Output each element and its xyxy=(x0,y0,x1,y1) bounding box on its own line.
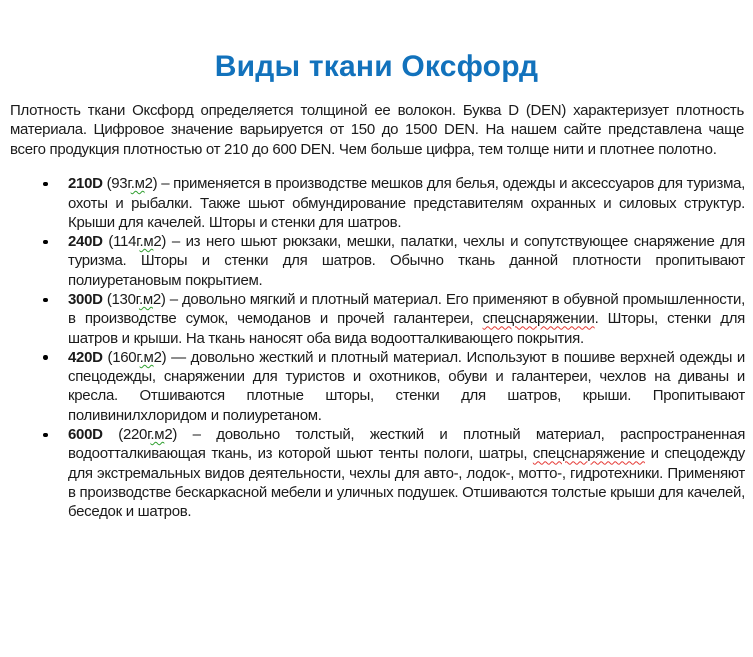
grammar-check-underlined-text: .м xyxy=(150,426,165,444)
fabric-description-segment: 2) — довольно жесткий и плотный материал. Используют в пошиве верхней одежды и спецодежды, снаряжении для туристов и охотников, обуви и галантереи, чехлов на диваны и кресла. Отшиваются плотные шторы, стенки для шатров, крыши. Пропитывают поливинилхлоридом и полиуретаном. xyxy=(68,348,745,424)
document-page xyxy=(0,48,753,657)
spellcheck-underlined-text: спецснаряжение xyxy=(532,445,645,463)
fabric-description-segment: 2) – довольно толстый, жесткий и плотный материал, распространенная водоотталкивающая ткань, из которой шьют тенты пологи, шатры, xyxy=(68,426,746,463)
fabric-item-600d xyxy=(68,425,745,521)
fabric-description-segment: . Шторы, стенки для шатров и крыши. На ткань наносят оба вида водоотталкивающего покрытия. xyxy=(68,310,745,347)
fabric-types-list xyxy=(0,174,745,521)
fabric-code: 600D xyxy=(68,426,103,444)
fabric-description-segment: (130г xyxy=(102,291,139,308)
spellcheck-underlined-text: спецснаряжении xyxy=(482,310,595,328)
intro-paragraph: Плотность ткани Оксфорд определяется толщиной ее волокон. Буква D (DEN) характеризует плотность материала. Цифровое значение варьируется от 150 до 1500 DEN. На нашем сайте представлена чаще всего продукция плотностью от 210 до 600 DEN. Чем больше цифра, тем толще нити и плотнее полотно. xyxy=(10,102,744,158)
grammar-check-underlined-text: .м xyxy=(139,348,154,366)
fabric-description-segment: 2) – из него шьют рюкзаки, мешки, палатки, чехлы и сопутствующее снаряжение для туризма. Шторы и стенки для шатров. Обычно ткань данной плотности пропитывают полиуретановым покрытием. xyxy=(68,233,745,289)
fabric-description-segment: и спецодежду для экстремальных видов деятельности, чехлы для авто-, лодок-, мотто-, гидротехники. Применяют в производстве бескаркасной мебели и уличных подушек. Отшиваются толстые крыши для качелей, беседок и шатров. xyxy=(68,445,745,521)
grammar-check-underlined-text: .м xyxy=(138,291,153,308)
grammar-check-underlined-text: .м xyxy=(139,233,154,251)
fabric-description-segment: (220г xyxy=(102,426,151,444)
fabric-description-segment: (160г xyxy=(102,348,140,366)
fabric-item-210d xyxy=(68,174,745,232)
fabric-item-420d xyxy=(68,348,745,425)
fabric-code: 300D xyxy=(68,291,103,308)
fabric-item-300d xyxy=(68,290,745,348)
page-title: Виды ткани Оксфорд xyxy=(214,50,539,83)
fabric-description-segment: (114г xyxy=(102,233,140,251)
fabric-code: 210D xyxy=(68,175,103,193)
grammar-check-underlined-text: .м xyxy=(130,175,145,193)
fabric-item-240d xyxy=(68,232,745,290)
fabric-code: 240D xyxy=(68,233,103,251)
fabric-description-segment: 2) – довольно мягкий и плотный материал. Его применяют в обувной промышленности, в производстве сумок, чемоданов и прочей галантереи, xyxy=(68,291,745,328)
fabric-description-segment: 2) – применяется в производстве мешков для белья, одежды и аксессуаров для туризма, охоты и рыбалки. Также шьют обмундирование представителям охранных и силовых структур. Крыши для качелей. Шторы и стенки для шатров. xyxy=(68,175,745,231)
fabric-description-segment: (93г xyxy=(102,175,131,193)
fabric-code: 420D xyxy=(68,348,103,366)
